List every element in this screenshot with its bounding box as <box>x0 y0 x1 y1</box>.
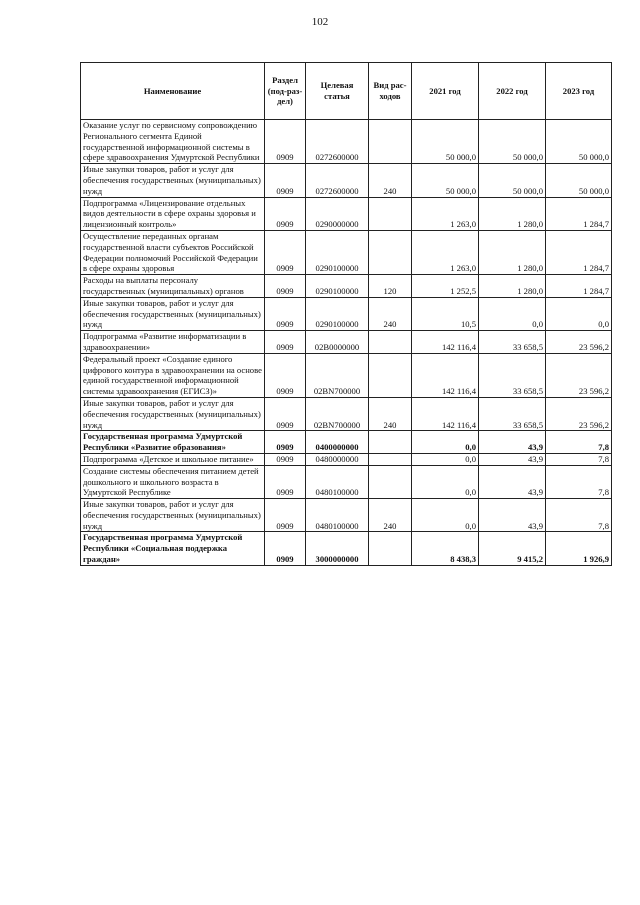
row-section: 0909 <box>265 164 306 197</box>
row-expense <box>369 453 412 465</box>
row-target: 02ВN700000 <box>306 397 369 430</box>
row-2023: 50 000,0 <box>546 120 612 164</box>
row-expense <box>369 353 412 397</box>
row-2021: 50 000,0 <box>412 164 479 197</box>
row-section: 0909 <box>265 499 306 532</box>
row-2022: 33 658,5 <box>479 331 546 354</box>
row-2022: 43,9 <box>479 465 546 498</box>
row-2023: 50 000,0 <box>546 164 612 197</box>
row-2022: 33 658,5 <box>479 397 546 430</box>
row-section: 0909 <box>265 120 306 164</box>
row-name: Оказание услуг по сервисному сопровождению Регионального сегмента Единой государственной информационной системы в сфере здравоохранения Удмуртской Республики <box>81 120 265 164</box>
budget-table <box>80 62 612 566</box>
row-2021: 142 116,4 <box>412 397 479 430</box>
row-2023: 23 596,2 <box>546 331 612 354</box>
row-section: 0909 <box>265 532 306 565</box>
row-name: Иные закупки товаров, работ и услуг для обеспечения государственных (муниципальных) нужд <box>81 297 265 330</box>
row-2021: 0,0 <box>412 465 479 498</box>
row-target: 0272600000 <box>306 164 369 197</box>
row-2023: 7,8 <box>546 499 612 532</box>
row-name: Создание системы обеспечения питанием детей дошкольного и школьного возраста в Удмуртской Республике <box>81 465 265 498</box>
row-2023: 1 926,9 <box>546 532 612 565</box>
table-row <box>81 465 612 498</box>
row-2023: 23 596,2 <box>546 353 612 397</box>
row-target: 3000000000 <box>306 532 369 565</box>
row-expense: 240 <box>369 397 412 430</box>
row-2022: 50 000,0 <box>479 120 546 164</box>
row-2022: 0,0 <box>479 297 546 330</box>
row-expense: 120 <box>369 275 412 298</box>
row-name: Подпрограмма «Детское и школьное питание» <box>81 453 265 465</box>
header-2022: 2022 год <box>479 63 546 120</box>
row-target: 02В0000000 <box>306 331 369 354</box>
row-name: Иные закупки товаров, работ и услуг для обеспечения государственных (муниципальных) нужд <box>81 397 265 430</box>
row-expense: 240 <box>369 164 412 197</box>
table-row <box>81 164 612 197</box>
row-2022: 1 280,0 <box>479 197 546 230</box>
row-2022: 43,9 <box>479 453 546 465</box>
row-section: 0909 <box>265 297 306 330</box>
table-header-row <box>81 63 612 120</box>
row-section: 0909 <box>265 275 306 298</box>
row-target: 0480100000 <box>306 465 369 498</box>
header-expense: Вид рас-ходов <box>369 63 412 120</box>
row-2021: 8 438,3 <box>412 532 479 565</box>
row-target: 0480000000 <box>306 453 369 465</box>
header-section: Раздел (под-раз-дел) <box>265 63 306 120</box>
row-name: Иные закупки товаров, работ и услуг для обеспечения государственных (муниципальных) нужд <box>81 499 265 532</box>
header-2021: 2021 год <box>412 63 479 120</box>
row-section: 0909 <box>265 465 306 498</box>
row-2022: 1 280,0 <box>479 230 546 274</box>
row-2022: 1 280,0 <box>479 275 546 298</box>
row-expense <box>369 532 412 565</box>
row-target: 02ВN700000 <box>306 353 369 397</box>
row-2023: 0,0 <box>546 297 612 330</box>
row-expense <box>369 197 412 230</box>
row-name: Иные закупки товаров, работ и услуг для обеспечения государственных (муниципальных) нужд <box>81 164 265 197</box>
row-expense <box>369 120 412 164</box>
row-2023: 1 284,7 <box>546 275 612 298</box>
row-target: 0272600000 <box>306 120 369 164</box>
row-2022: 43,9 <box>479 499 546 532</box>
row-2021: 1 263,0 <box>412 230 479 274</box>
row-name: Федеральный проект «Создание единого цифрового контура в здравоохранении на основе единой государственной информационной системы здравоохранения (ЕГИСЗ)» <box>81 353 265 397</box>
row-2023: 7,8 <box>546 453 612 465</box>
row-expense <box>369 465 412 498</box>
table-row <box>81 353 612 397</box>
row-2021: 0,0 <box>412 431 479 454</box>
row-section: 0909 <box>265 397 306 430</box>
row-section: 0909 <box>265 197 306 230</box>
row-target: 0290100000 <box>306 275 369 298</box>
table-row <box>81 275 612 298</box>
row-expense: 240 <box>369 499 412 532</box>
row-2023: 7,8 <box>546 465 612 498</box>
row-2023: 1 284,7 <box>546 197 612 230</box>
table-row <box>81 331 612 354</box>
row-target: 0290000000 <box>306 197 369 230</box>
row-name: Подпрограмма «Лицензирование отдельных видов деятельности в сфере охраны здоровья и лицензионный контроль» <box>81 197 265 230</box>
row-target: 0400000000 <box>306 431 369 454</box>
row-2023: 7,8 <box>546 431 612 454</box>
row-2021: 50 000,0 <box>412 120 479 164</box>
table-row <box>81 297 612 330</box>
row-2022: 43,9 <box>479 431 546 454</box>
row-section: 0909 <box>265 431 306 454</box>
row-2021: 142 116,4 <box>412 353 479 397</box>
row-2021: 0,0 <box>412 499 479 532</box>
table-row <box>81 499 612 532</box>
row-expense: 240 <box>369 297 412 330</box>
row-name: Государственная программа Удмуртской Республики «Развитие образования» <box>81 431 265 454</box>
row-2023: 23 596,2 <box>546 397 612 430</box>
row-target: 0480100000 <box>306 499 369 532</box>
row-name: Государственная программа Удмуртской Республики «Социальная поддержка граждан» <box>81 532 265 565</box>
row-name: Расходы на выплаты персоналу государственных (муниципальных) органов <box>81 275 265 298</box>
row-expense <box>369 331 412 354</box>
page-number: 102 <box>311 16 329 28</box>
row-2021: 1 263,0 <box>412 197 479 230</box>
table-row <box>81 532 612 565</box>
row-expense <box>369 431 412 454</box>
row-name: Осуществление переданных органам государственной власти субъектов Российской Федерации полномочий Российской Федерации в сфере охраны здоровья <box>81 230 265 274</box>
table-row <box>81 397 612 430</box>
header-target: Целевая статья <box>306 63 369 120</box>
row-2022: 50 000,0 <box>479 164 546 197</box>
row-expense <box>369 230 412 274</box>
row-name: Подпрограмма «Развитие информатизации в здравоохранении» <box>81 331 265 354</box>
row-target: 0290100000 <box>306 297 369 330</box>
row-2023: 1 284,7 <box>546 230 612 274</box>
header-name: Наименование <box>81 63 265 120</box>
row-target: 0290100000 <box>306 230 369 274</box>
row-2021: 0,0 <box>412 453 479 465</box>
row-2022: 9 415,2 <box>479 532 546 565</box>
table-row <box>81 230 612 274</box>
table-row <box>81 431 612 454</box>
row-2021: 1 252,5 <box>412 275 479 298</box>
row-2021: 142 116,4 <box>412 331 479 354</box>
row-2021: 10,5 <box>412 297 479 330</box>
row-section: 0909 <box>265 353 306 397</box>
row-section: 0909 <box>265 453 306 465</box>
table-row <box>81 120 612 164</box>
table-row <box>81 197 612 230</box>
row-section: 0909 <box>265 230 306 274</box>
header-2023: 2023 год <box>546 63 612 120</box>
table-row <box>81 453 612 465</box>
row-2022: 33 658,5 <box>479 353 546 397</box>
row-section: 0909 <box>265 331 306 354</box>
